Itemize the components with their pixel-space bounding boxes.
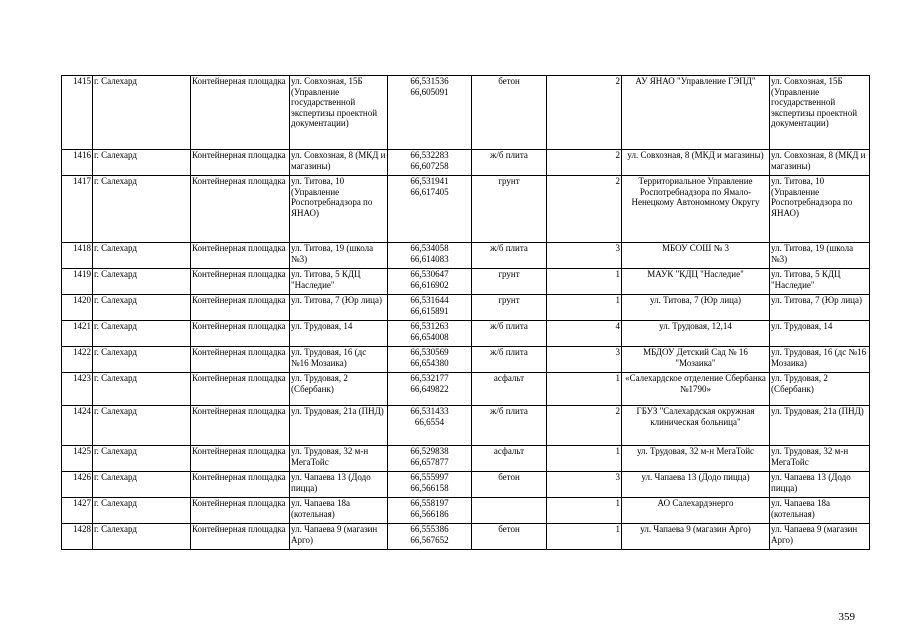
row-number-cell: 1428 <box>62 524 93 550</box>
city-cell: г. Салехард <box>93 498 191 524</box>
latitude: 66,534058 <box>410 243 449 253</box>
type-cell: Контейнерная площадка <box>191 347 290 373</box>
source-cell: ул. Совхозная, 15Б (Управление государственной экспертизы проектной документации) <box>770 76 870 150</box>
longitude: 66,605091 <box>410 86 449 97</box>
table-row <box>62 269 870 295</box>
owner-cell: ул. Трудовая, 12,14 <box>622 321 770 347</box>
page-number: 359 <box>838 611 855 623</box>
count-cell: 2 <box>547 176 622 243</box>
city-cell: г. Салехард <box>93 269 191 295</box>
address-cell: ул. Трудовая, 2 (Сбербанк) <box>290 373 388 406</box>
type-cell: Контейнерная площадка <box>191 150 290 176</box>
latitude: 66,532177 <box>410 373 449 383</box>
count-cell: 1 <box>547 498 622 524</box>
count-cell: 3 <box>547 243 622 269</box>
address-cell: ул. Трудовая, 21а (ПНД) <box>290 406 388 446</box>
count-cell: 1 <box>547 373 622 406</box>
type-cell: Контейнерная площадка <box>191 76 290 150</box>
longitude: 66,649822 <box>410 383 449 394</box>
type-cell: Контейнерная площадка <box>191 406 290 446</box>
type-cell: Контейнерная площадка <box>191 472 290 498</box>
longitude: 66,567652 <box>410 534 449 545</box>
city-cell: г. Салехард <box>93 524 191 550</box>
type-cell: Контейнерная площадка <box>191 321 290 347</box>
owner-cell: ул. Чапаева 9 (магазин Арго) <box>622 524 770 550</box>
count-cell: 2 <box>547 406 622 446</box>
latitude: 66,532283 <box>410 150 449 160</box>
table-row <box>62 406 870 446</box>
city-cell: г. Салехард <box>93 321 191 347</box>
coords-cell <box>388 321 472 347</box>
latitude: 66,558197 <box>410 498 449 508</box>
coords-cell <box>388 269 472 295</box>
surface-cell: ж/б плита <box>472 406 547 446</box>
table-row <box>62 76 870 150</box>
row-number-cell: 1426 <box>62 472 93 498</box>
source-cell: ул. Титова, 19 (школа №3) <box>770 243 870 269</box>
type-cell: Контейнерная площадка <box>191 373 290 406</box>
type-cell: Контейнерная площадка <box>191 295 290 321</box>
longitude: 66,614083 <box>410 253 449 264</box>
coords-cell <box>388 524 472 550</box>
latitude: 66,531536 <box>410 76 449 86</box>
owner-cell: ул. Трудовая, 32 м-н МегаТойс <box>622 446 770 472</box>
latitude: 66,531644 <box>410 295 449 305</box>
row-number-cell: 1423 <box>62 373 93 406</box>
latitude: 66,531433 <box>410 406 449 416</box>
row-number-cell: 1419 <box>62 269 93 295</box>
coords-cell <box>388 406 472 446</box>
surface-cell: грунт <box>472 295 547 321</box>
address-cell: ул. Чапаева 13 (Додо пицца) <box>290 472 388 498</box>
source-cell: ул. Совхозная, 8 (МКД и магазины) <box>770 150 870 176</box>
longitude: 66,657877 <box>410 456 449 467</box>
row-number-cell: 1417 <box>62 176 93 243</box>
latitude: 66,531941 <box>410 176 449 186</box>
count-cell: 1 <box>547 524 622 550</box>
longitude: 66,6554 <box>414 416 445 427</box>
surface-cell: грунт <box>472 269 547 295</box>
owner-cell: ул. Совхозная, 8 (МКД и магазины) <box>622 150 770 176</box>
source-cell: ул. Трудовая, 2 (Сбербанк) <box>770 373 870 406</box>
source-cell: ул. Трудовая, 14 <box>770 321 870 347</box>
owner-cell: МАУК "КДЦ "Наследие" <box>622 269 770 295</box>
surface-cell: бетон <box>472 524 547 550</box>
table-row <box>62 243 870 269</box>
surface-cell: асфальт <box>472 373 547 406</box>
table-row <box>62 295 870 321</box>
city-cell: г. Салехард <box>93 176 191 243</box>
table-row <box>62 150 870 176</box>
city-cell: г. Салехард <box>93 76 191 150</box>
longitude: 66,607258 <box>410 160 449 171</box>
type-cell: Контейнерная площадка <box>191 446 290 472</box>
address-cell: ул. Трудовая, 32 м-н МегаТойс <box>290 446 388 472</box>
surface-cell: грунт <box>472 176 547 243</box>
owner-cell: МБОУ СОШ № 3 <box>622 243 770 269</box>
row-number-cell: 1424 <box>62 406 93 446</box>
longitude: 66,654380 <box>410 357 449 368</box>
type-cell: Контейнерная площадка <box>191 243 290 269</box>
city-cell: г. Салехард <box>93 446 191 472</box>
owner-cell: Территориальное Управление Роспотребнадзора по Ямало-Ненецкому Автономному Округу <box>622 176 770 243</box>
row-number-cell: 1420 <box>62 295 93 321</box>
city-cell: г. Салехард <box>93 243 191 269</box>
latitude: 66,555386 <box>410 524 449 534</box>
surface-cell: ж/б плита <box>472 321 547 347</box>
table-row <box>62 472 870 498</box>
surface-cell: асфальт <box>472 446 547 472</box>
count-cell: 1 <box>547 446 622 472</box>
coords-cell <box>388 295 472 321</box>
source-cell: ул. Трудовая, 21а (ПНД) <box>770 406 870 446</box>
longitude: 66,617405 <box>410 186 449 197</box>
surface-cell: ж/б плита <box>472 150 547 176</box>
coords-cell <box>388 472 472 498</box>
count-cell: 2 <box>547 150 622 176</box>
longitude: 66,615891 <box>410 305 449 316</box>
count-cell: 2 <box>547 76 622 150</box>
count-cell: 1 <box>547 295 622 321</box>
coords-cell <box>388 150 472 176</box>
city-cell: г. Салехард <box>93 373 191 406</box>
count-cell: 1 <box>547 269 622 295</box>
count-cell: 3 <box>547 472 622 498</box>
row-number-cell: 1418 <box>62 243 93 269</box>
city-cell: г. Салехард <box>93 150 191 176</box>
source-cell: ул. Чапаева 18а (котельная) <box>770 498 870 524</box>
latitude: 66,529838 <box>410 446 449 456</box>
coords-cell <box>388 243 472 269</box>
table-row <box>62 446 870 472</box>
source-cell: ул. Титова, 5 КДЦ "Наследие" <box>770 269 870 295</box>
surface-cell: бетон <box>472 76 547 150</box>
table-row <box>62 524 870 550</box>
longitude: 66,654008 <box>410 331 449 342</box>
owner-cell: ул. Чапаева 13 (Додо пицца) <box>622 472 770 498</box>
surface-cell <box>472 498 547 524</box>
table-row <box>62 373 870 406</box>
owner-cell: АО Салехардэнерго <box>622 498 770 524</box>
longitude: 66,566158 <box>410 482 449 493</box>
surface-cell: ж/б плита <box>472 347 547 373</box>
row-number-cell: 1415 <box>62 76 93 150</box>
count-cell: 3 <box>547 347 622 373</box>
source-cell: ул. Чапаева 9 (магазин Арго) <box>770 524 870 550</box>
source-cell: ул. Титова, 10 (Управление Роспотребнадзора по ЯНАО) <box>770 176 870 243</box>
owner-cell: АУ ЯНАО "Управление ГЭПД" <box>622 76 770 150</box>
source-cell: ул. Трудовая, 16 (дс №16 Мозаика) <box>770 347 870 373</box>
address-cell: ул. Совхозная, 8 (МКД и магазины) <box>290 150 388 176</box>
latitude: 66,555997 <box>410 472 449 482</box>
city-cell: г. Салехард <box>93 472 191 498</box>
address-cell: ул. Титова, 5 КДЦ "Наследие" <box>290 269 388 295</box>
address-cell: ул. Титова, 7 (Юр лица) <box>290 295 388 321</box>
surface-cell: ж/б плита <box>472 243 547 269</box>
address-cell: ул. Титова, 10 (Управление Роспотребнадзора по ЯНАО) <box>290 176 388 243</box>
row-number-cell: 1427 <box>62 498 93 524</box>
table-body <box>62 76 870 550</box>
owner-cell: ГБУЗ "Салехардская окружная клиническая больница" <box>622 406 770 446</box>
type-cell: Контейнерная площадка <box>191 269 290 295</box>
address-cell: ул. Совхозная, 15Б (Управление государственной экспертизы проектной документации) <box>290 76 388 150</box>
table-row <box>62 321 870 347</box>
table-row <box>62 498 870 524</box>
city-cell: г. Салехард <box>93 406 191 446</box>
longitude: 66,616902 <box>410 279 449 290</box>
latitude: 66,530569 <box>410 347 449 357</box>
row-number-cell: 1421 <box>62 321 93 347</box>
row-number-cell: 1416 <box>62 150 93 176</box>
coords-cell <box>388 347 472 373</box>
coords-cell <box>388 176 472 243</box>
coords-cell <box>388 446 472 472</box>
surface-cell: бетон <box>472 472 547 498</box>
coords-cell <box>388 498 472 524</box>
row-number-cell: 1425 <box>62 446 93 472</box>
coords-cell <box>388 373 472 406</box>
longitude: 66,566186 <box>410 508 449 519</box>
address-cell: ул. Трудовая, 14 <box>290 321 388 347</box>
source-cell: ул. Чапаева 13 (Додо пицца) <box>770 472 870 498</box>
type-cell: Контейнерная площадка <box>191 498 290 524</box>
city-cell: г. Салехард <box>93 347 191 373</box>
city-cell: г. Салехард <box>93 295 191 321</box>
type-cell: Контейнерная площадка <box>191 176 290 243</box>
address-cell: ул. Чапаева 9 (магазин Арго) <box>290 524 388 550</box>
table-row <box>62 347 870 373</box>
owner-cell: ул. Титова, 7 (Юр лица) <box>622 295 770 321</box>
coords-cell <box>388 76 472 150</box>
owner-cell: «Салехардское отделение Сбербанка №1790» <box>622 373 770 406</box>
source-cell: ул. Трудовая, 32 м-н МегаТойс <box>770 446 870 472</box>
source-cell: ул. Титова, 7 (Юр лица) <box>770 295 870 321</box>
row-number-cell: 1422 <box>62 347 93 373</box>
count-cell: 4 <box>547 321 622 347</box>
owner-cell: МБДОУ Детский Сад № 16 "Мозаика" <box>622 347 770 373</box>
address-cell: ул. Титова, 19 (школа №3) <box>290 243 388 269</box>
type-cell: Контейнерная площадка <box>191 524 290 550</box>
address-cell: ул. Трудовая, 16 (дс №16 Мозаика) <box>290 347 388 373</box>
address-cell: ул. Чапаева 18а (котельная) <box>290 498 388 524</box>
latitude: 66,530647 <box>410 269 449 279</box>
registry-table <box>61 75 870 550</box>
latitude: 66,531263 <box>410 321 449 331</box>
table-row <box>62 176 870 243</box>
